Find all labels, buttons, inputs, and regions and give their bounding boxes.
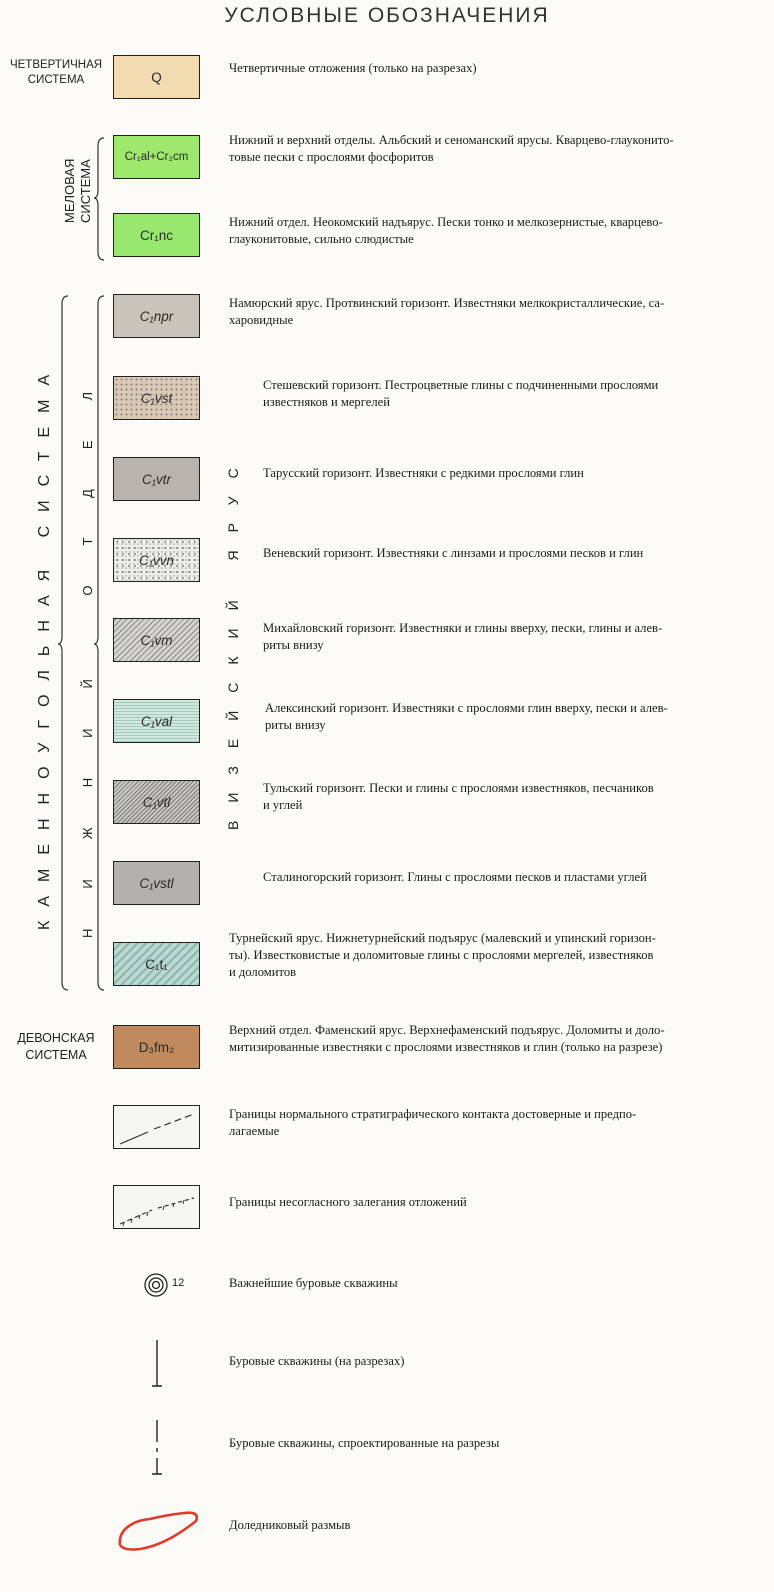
desc-line: Границы несогласного залегания отложений — [229, 1195, 467, 1209]
desc-line: Границы нормального стратиграфического контакта достоверные и предпо- — [229, 1107, 637, 1121]
normal-contact-line-icon — [114, 1106, 201, 1150]
visean-stage-label: ВИЗЕЙСКИЙ ЯРУС — [225, 450, 241, 830]
lower-division-brace — [94, 296, 104, 990]
desc-line: харовидные — [229, 313, 294, 327]
desc-line: известняков и мергелей — [263, 395, 390, 409]
devonian-label-line1: ДЕВОНСКАЯ — [17, 1031, 95, 1045]
symbol-desc-important-borehole — [229, 1275, 398, 1292]
lower-division-label: НИЖНИЙ ОТДЕЛ — [80, 351, 95, 939]
unit-desc-d3fm2 — [229, 1022, 665, 1056]
desc-line: Стешевский горизонт. Пестроцветные глины с подчиненными прослоями — [263, 378, 659, 392]
unit-desc-c1t1 — [229, 930, 656, 981]
legend-title: УСЛОВНЫЕ ОБОЗНАЧЕНИЯ — [224, 4, 550, 27]
desc-line: глауконитовые, сильно слюдистые — [229, 232, 414, 246]
unit-desc-c1vvn — [263, 545, 643, 562]
unit-box-c1val: C₁val — [113, 699, 200, 743]
symbol-desc-normal-contact — [229, 1106, 636, 1140]
borehole-number-label: 12 — [172, 1277, 185, 1289]
preglacial-erosion-icon — [110, 1505, 210, 1555]
unit-box-c1vvn: C₁vvn — [113, 538, 200, 582]
symbol-desc-borehole-section — [229, 1353, 404, 1370]
carboniferous-system-label: КАМЕННОУГОЛЬНАЯ СИСТЕМА — [36, 360, 53, 930]
desc-line: Буровые скважины, спроектированные на разрезы — [229, 1436, 500, 1450]
symbol-desc-preglacial-erosion — [229, 1517, 350, 1534]
symbol-desc-projected-borehole — [229, 1435, 499, 1452]
desc-line: Турнейский ярус. Нижнетурнейский подъярус (малевский и упинский горизон- — [229, 931, 656, 945]
desc-line: Тульский горизонт. Пески и глины с прослоями известняков, песчаников — [263, 781, 654, 795]
desc-line: Михайловский горизонт. Известняки и глины вверху, пески, глины и алев- — [263, 621, 663, 635]
carboniferous-brace — [58, 296, 68, 990]
desc-line: Намюрский ярус. Протвинский горизонт. Известняки мелкокристаллические, са- — [229, 296, 665, 310]
unit-desc-c1val — [265, 700, 668, 734]
important-borehole-icon — [140, 1270, 200, 1300]
borehole-section-icon — [150, 1338, 164, 1390]
desc-line: и углей — [263, 798, 303, 812]
unit-box-c1vst: C₁vst — [113, 376, 200, 420]
cretaceous-label-line2: СИСТЕМА — [78, 159, 93, 223]
unconformity-line-icon — [114, 1186, 201, 1230]
unit-box-d3fm2: D₃fm₂ — [113, 1025, 200, 1069]
desc-line: Веневский горизонт. Известняки с линзами и прослоями песков и глин — [263, 546, 644, 560]
normal-contact-boundary-symbol — [113, 1105, 200, 1149]
unit-box-c1t1: C₁t₁ — [113, 942, 200, 986]
unit-box-cr1nc: Cr₁nc — [113, 213, 200, 257]
desc-line: Буровые скважины (на разрезах) — [229, 1354, 405, 1368]
desc-line: Сталиногорский горизонт. Глины с прослоями песков и пластами углей — [263, 870, 647, 884]
desc-line: Нижний и верхний отделы. Альбский и сеноманский ярусы. Кварцево-глауконито- — [229, 133, 674, 147]
quaternary-label-line1: ЧЕТВЕРТИЧНАЯ — [9, 59, 103, 71]
unit-desc-c1vst — [263, 377, 658, 411]
unconformity-boundary-symbol — [113, 1185, 200, 1229]
desc-line: Тарусский горизонт. Известняки с редкими прослоями глин — [263, 466, 584, 480]
desc-line: Нижний отдел. Неокомский надъярус. Пески тонко и мелкозернистые, кварцево- — [229, 215, 663, 229]
unit-box-c1vstl: C₁vstl — [113, 861, 200, 905]
unit-desc-c1vstl — [263, 869, 647, 886]
desc-line: Важнейшие буровые скважины — [229, 1276, 398, 1290]
unit-desc-q — [229, 60, 477, 77]
unit-box-c1npr: C₁npr — [113, 294, 200, 338]
devonian-label-line2: СИСТЕМА — [25, 1048, 87, 1062]
quaternary-label-line2: СИСТЕМА — [27, 74, 85, 86]
unit-box-cr1al-cr2cm: Cr₁al+Cr₂cm — [113, 135, 200, 179]
unit-desc-c1vtl — [263, 780, 654, 814]
unit-desc-c1vm — [263, 620, 662, 654]
desc-line: Алексинский горизонт. Известняки с прослоями глин вверху, пески и алев- — [265, 701, 668, 715]
symbol-desc-unconformity — [229, 1194, 467, 1211]
unit-desc-cr1al-cr2cm — [229, 132, 674, 166]
desc-line: Верхний отдел. Фаменский ярус. Верхнефаменский подъярус. Доломиты и доло- — [229, 1023, 665, 1037]
unit-box-c1vtl: C₁vtl — [113, 780, 200, 824]
desc-line: Доледниковый размыв — [229, 1518, 351, 1532]
desc-line: риты внизу — [265, 718, 326, 732]
unit-desc-c1vtr — [263, 465, 584, 482]
cretaceous-brace — [94, 138, 104, 260]
desc-line: Четвертичные отложения (только на разрезах) — [229, 61, 477, 75]
desc-line: лагаемые — [229, 1124, 280, 1138]
cretaceous-label-line1: МЕЛОВАЯ — [62, 158, 77, 224]
desc-line: риты внизу — [263, 638, 324, 652]
desc-line: и доломитов — [229, 965, 297, 979]
desc-line: митизированные известняки с прослоями известняков и глин (только на разрезе) — [229, 1040, 663, 1054]
projected-borehole-icon — [150, 1418, 164, 1478]
desc-line: ты). Известковистые и доломитовые глины с прослоями мергелей, известняков — [229, 948, 654, 962]
unit-desc-c1npr — [229, 295, 664, 329]
unit-box-c1vtr: C₁vtr — [113, 457, 200, 501]
unit-box-q: Q — [113, 55, 200, 99]
unit-box-c1vm: C₁vm — [113, 618, 200, 662]
desc-line: товые пески с прослоями фосфоритов — [229, 150, 434, 164]
unit-desc-cr1nc — [229, 214, 663, 248]
